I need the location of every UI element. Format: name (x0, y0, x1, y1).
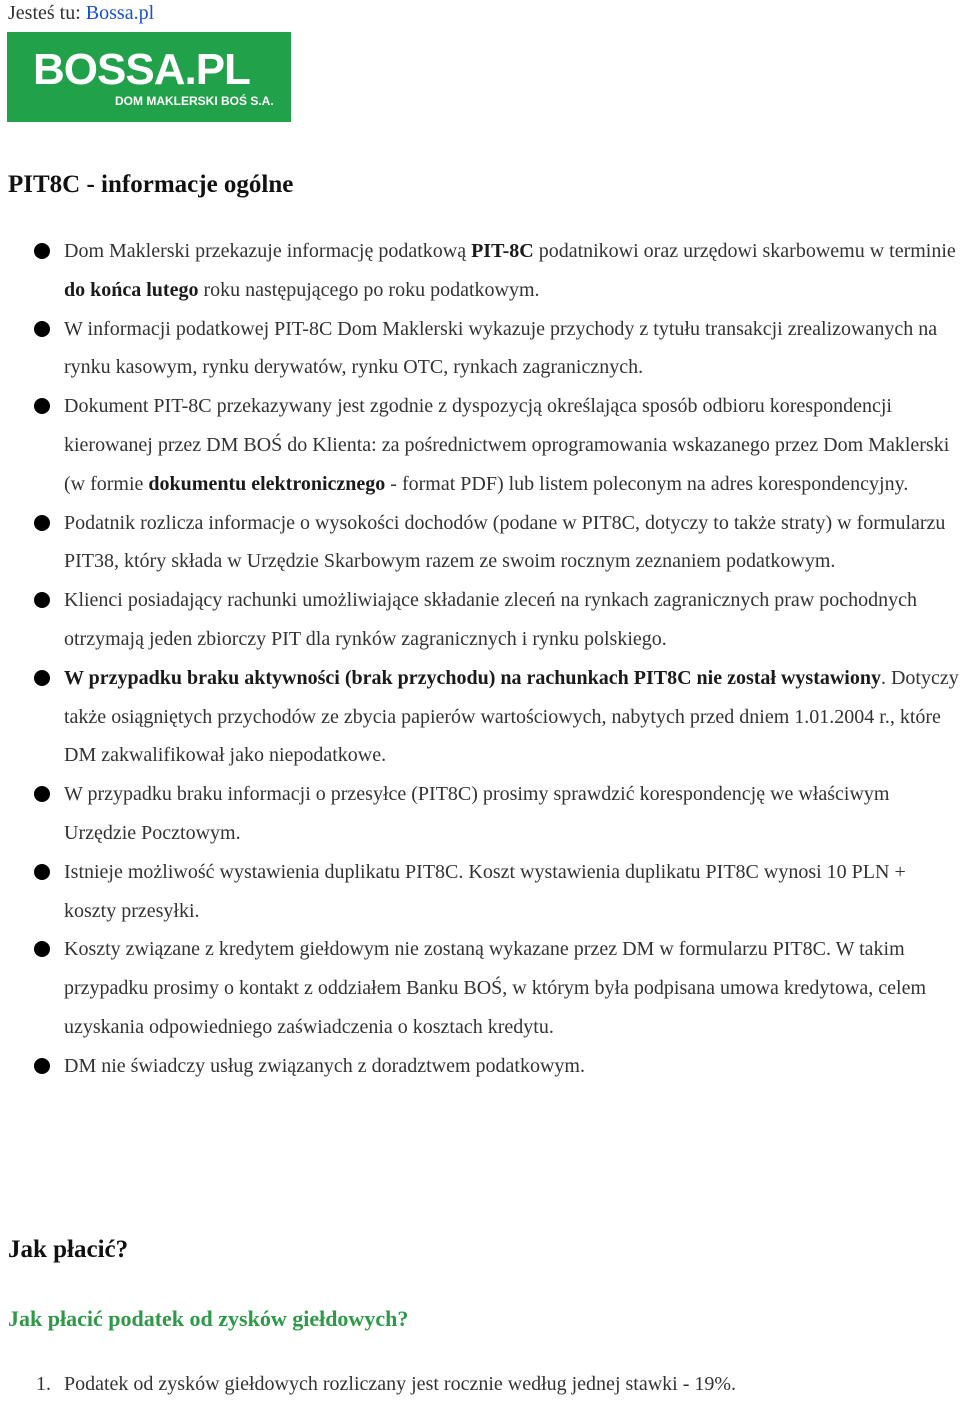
item-text: Istnieje możliwość wystawienia duplikatu PIT8C. Koszt wystawienia duplikatu PIT8C wynosi 10 PLN + koszty przesyłki. (64, 860, 906, 922)
list-item (0, 504, 960, 582)
item-text: . Dotyczy także osiągniętych przychodów ze zbycia papierów wartościowych, nabytych przed dniem 1.01.2004 r., które DM zakwalifikował jako niepodatkowe. (64, 666, 959, 767)
pay-list (0, 1367, 960, 1401)
bossa-logo[interactable] (7, 32, 291, 122)
info-list (0, 232, 960, 1086)
logo-tagline: DOM MAKLERSKI BOŚ S.A. (115, 94, 274, 108)
item-text: Klienci posiadający rachunki umożliwiające składanie zleceń na rynkach zagranicznych praw pochodnych otrzymają jeden zbiorczy PIT dla rynków zagranicznych i rynku polskiego. (64, 589, 917, 650)
list-item (0, 659, 960, 775)
pay-title: Jak płacić? (8, 1236, 129, 1263)
bullet-icon (34, 515, 50, 531)
bullet-icon (34, 941, 50, 957)
item-text: Podatek od zysków giełdowych rozliczany jest rocznie według jednej stawki - 19%. (64, 1373, 737, 1395)
item-text: Koszty związane z kredytem giełdowym nie zostaną wykazane przez DM w formularzu PIT8C. W takim przypadku prosimy o kontakt z oddziałem Banku BOŚ, w którym była podpisana umowa kredytowa, celem uzyskania odpowiedniego zaświadczenia o kosztach kredytu. (64, 938, 927, 1038)
bold-text: do końca lutego (64, 278, 199, 301)
item-text: podatnikowi oraz urzędowi skarbowemu w terminie (533, 240, 956, 262)
section-title: PIT8C - informacje ogólne (8, 171, 294, 198)
bold-text: dokumentu elektronicznego (148, 472, 386, 495)
item-text: W informacji podatkowej PIT-8C Dom Maklerski wykazuje przychody z tytułu transakcji zrealizowanych na rynku kasowym, rynku derywatów, rynku OTC, rynkach zagranicznych. (64, 317, 938, 379)
list-item (0, 930, 960, 1046)
bullet-icon (34, 1058, 50, 1074)
item-text: - format PDF) lub listem poleconym na adres korespondencyjny. (385, 472, 909, 495)
item-text: Dokument PIT-8C przekazywany jest zgodnie z dyspozycją określająca sposób odbioru korespondencji kierowanej przez DM BOŚ do Klienta: za pośrednictwem oprogramowania wskazanego przez Dom Maklerski (w formie (64, 395, 950, 495)
list-item (0, 1047, 960, 1086)
list-item (0, 581, 960, 659)
breadcrumb (8, 0, 154, 26)
item-text: Dom Maklerski przekazuje informację podatkową (64, 240, 472, 262)
item-text: W przypadku braku informacji o przesyłce (PIT8C) prosimy sprawdzić korespondencję we właściwym Urzędzie Pocztowym. (64, 783, 890, 844)
item-text: DM nie świadczy usług związanych z doradztwem podatkowym. (64, 1054, 585, 1077)
list-item (0, 387, 960, 503)
list-item (0, 310, 960, 388)
bullet-icon (34, 243, 50, 259)
pay-subtitle: Jak płacić podatek od zysków giełdowych? (8, 1306, 409, 1331)
bullet-icon (34, 864, 50, 880)
bold-text: PIT-8C (471, 240, 534, 262)
breadcrumb-link-bossa[interactable]: Bossa.pl (85, 2, 155, 24)
logo-wordmark: BOSSA.PL (33, 45, 250, 94)
list-item (0, 232, 960, 310)
bold-text: W przypadku braku aktywności (brak przychodu) na rachunkach PIT8C nie został wystawiony (64, 666, 881, 689)
item-number: 1. (36, 1373, 51, 1395)
item-text: Podatnik rozlicza informacje o wysokości dochodów (podane w PIT8C, dotyczy to także straty) w formularzu PIT38, który składa w Urzędzie Skarbowym razem ze swoim rocznym zeznaniem podatkowym. (64, 511, 946, 573)
item-text: roku następującego po roku podatkowym. (198, 278, 540, 301)
bullet-icon (34, 398, 50, 414)
pay-list-item (0, 1367, 960, 1401)
bullet-icon (34, 786, 50, 802)
bullet-icon (34, 321, 50, 337)
breadcrumb-prefix: Jesteś tu: (8, 2, 86, 24)
bullet-icon (34, 670, 50, 686)
list-item (0, 775, 960, 853)
list-item (0, 853, 960, 931)
bullet-icon (34, 592, 50, 608)
